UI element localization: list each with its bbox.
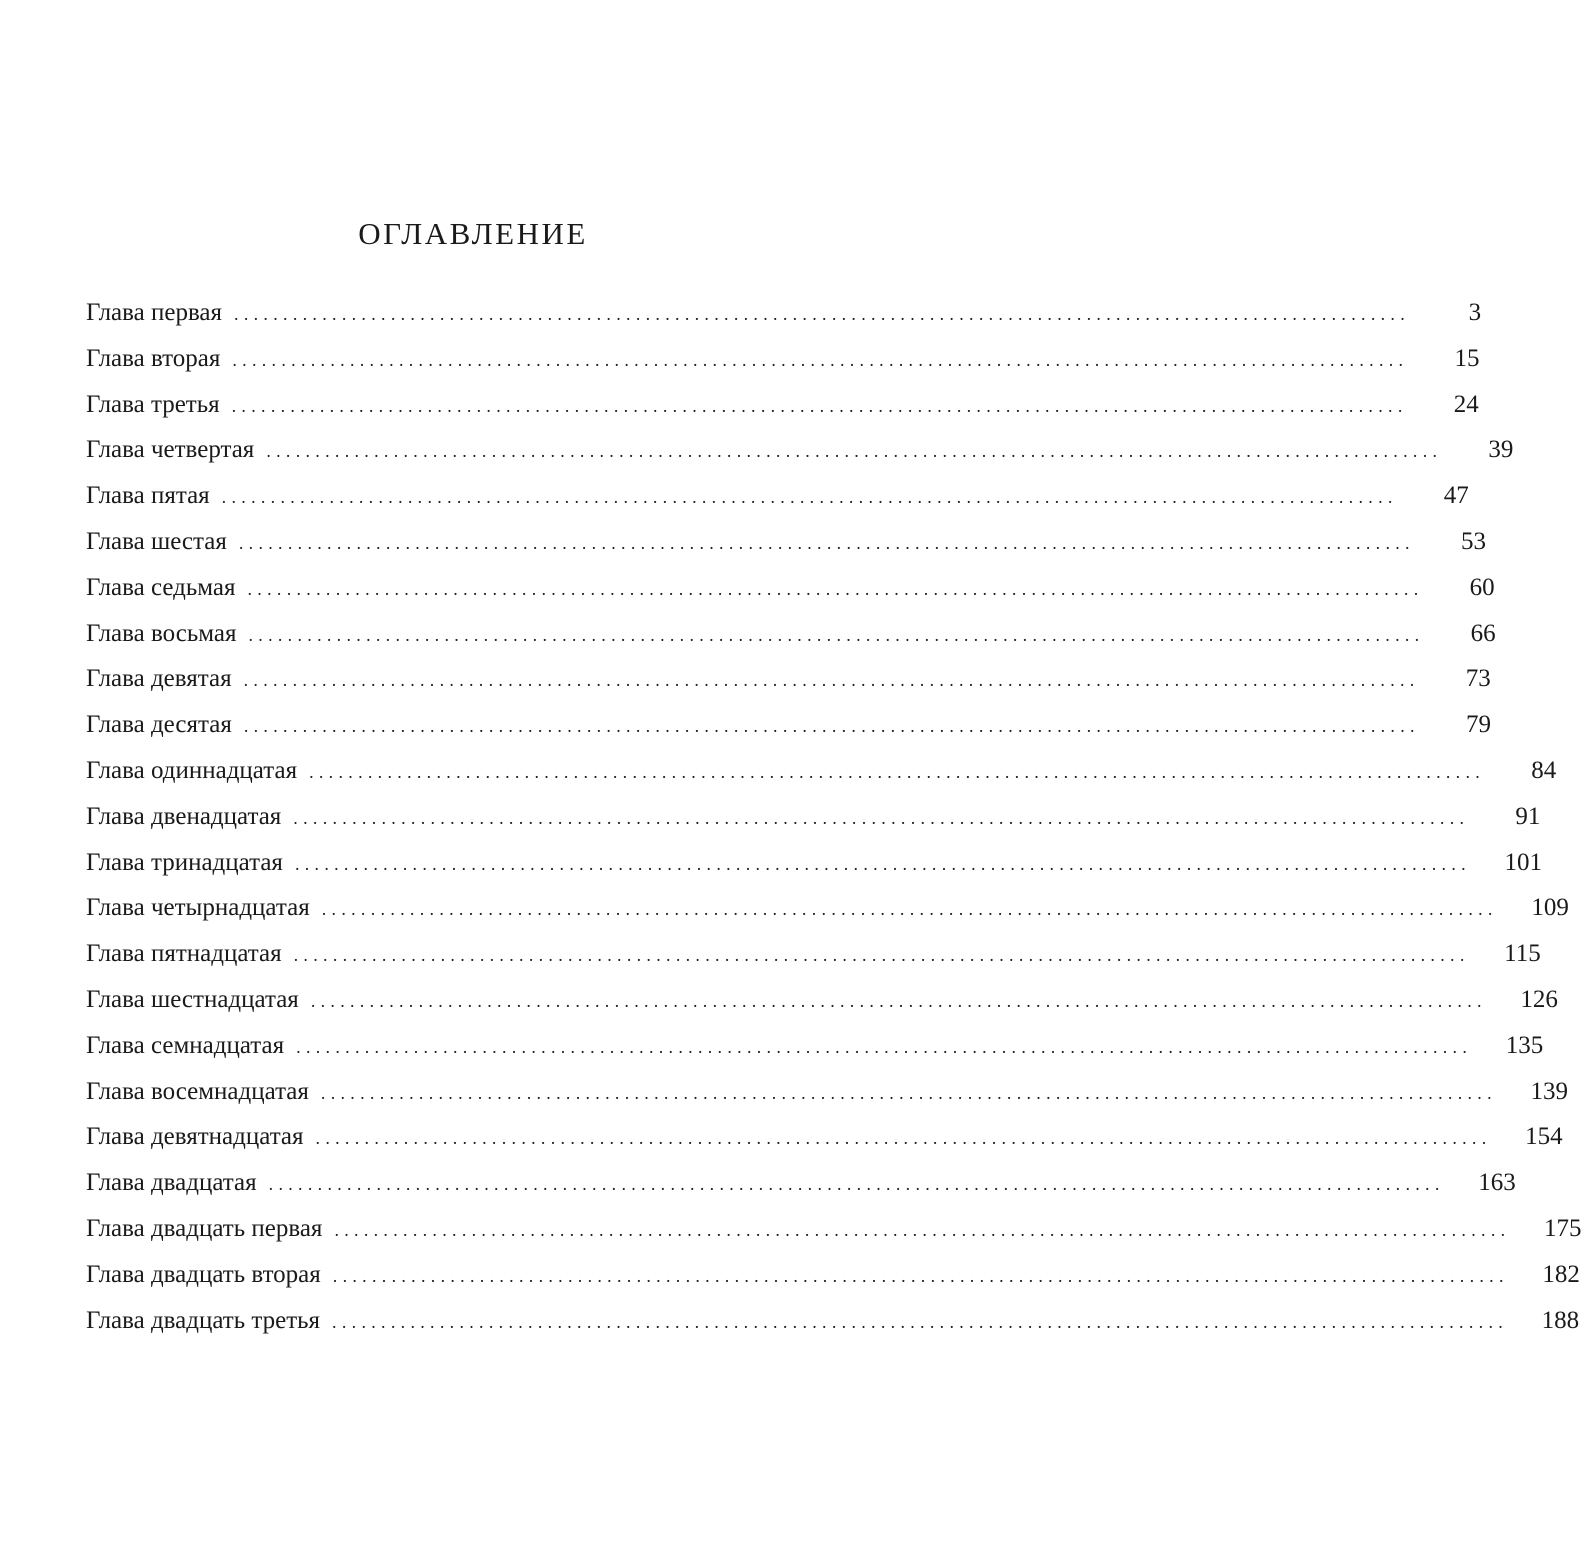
toc-entry-label: Глава шестнадцатая xyxy=(86,985,299,1013)
toc-entry[interactable] xyxy=(86,427,1514,473)
toc-entry[interactable] xyxy=(86,977,1558,1023)
toc-entry-page-number: 135 xyxy=(1505,1031,1544,1059)
toc-entry[interactable] xyxy=(86,1160,1516,1206)
toc-entry-label: Глава пятая xyxy=(86,482,210,510)
toc-dot-leader: . . . . . . . . . . . . . . . . . . . . . . . . . . . . . . . . . . . . . . . . . . . . . . . . . . . . . . . . . . . . . . . . . . . . . . . . . . . . . . . . . . . . . . . . . . . . . . . . . . . . . . . . . . . . . . . . . . . . . . . . xyxy=(234,304,1406,324)
toc-dot-leader: . . . . . . . . . . . . . . . . . . . . . . . . . . . . . . . . . . . . . . . . . . . . . . . . . . . . . . . . . . . . . . . . . . . . . . . . . . . . . . . . . . . . . . . . . . . . . . . . . . . . . . . . . . . . . . . . . . . . . . . . xyxy=(293,945,1465,966)
toc-entry-label: Глава десятая xyxy=(86,711,232,739)
toc-entry-label: Глава пятнадцатая xyxy=(86,940,282,968)
toc-dot-leader: . . . . . . . . . . . . . . . . . . . . . . . . . . . . . . . . . . . . . . . . . . . . . . . . . . . . . . . . . . . . . . . . . . . . . . . . . . . . . . . . . . . . . . . . . . . . . . . . . . . . . . . . . . . . . . . . . . . . . . . . xyxy=(243,716,1415,737)
toc-entry-label: Глава двадцать первая xyxy=(86,1214,323,1242)
toc-dot-leader: . . . . . . . . . . . . . . . . . . . . . . . . . . . . . . . . . . . . . . . . . . . . . . . . . . . . . . . . . . . . . . . . . . . . . . . . . . . . . . . . . . . . . . . . . . . . . . . . . . . . . . . . . . . . . . . . . . . . . . . . xyxy=(332,1265,1504,1286)
toc-dot-leader: . . . . . . . . . . . . . . . . . . . . . . . . . . . . . . . . . . . . . . . . . . . . . . . . . . . . . . . . . . . . . . . . . . . . . . . . . . . . . . . . . . . . . . . . . . . . . . . . . . . . . . . . . . . . . . . . . . . . . . . . xyxy=(293,807,1465,828)
toc-entry-page-number: 188 xyxy=(1541,1306,1580,1334)
toc-entry[interactable] xyxy=(86,794,1541,840)
toc-dot-leader: . . . . . . . . . . . . . . . . . . . . . . . . . . . . . . . . . . . . . . . . . . . . . . . . . . . . . . . . . . . . . . . . . . . . . . . . . . . . . . . . . . . . . . . . . . . . . . . . . . . . . . . . . . . . . . . . . . . . . . . . xyxy=(243,670,1415,691)
toc-dot-leader: . . . . . . . . . . . . . . . . . . . . . . . . . . . . . . . . . . . . . . . . . . . . . . . . . . . . . . . . . . . . . . . . . . . . . . . . . . . . . . . . . . . . . . . . . . . . . . . . . . . . . . . . . . . . . . . . . . . . . . . . xyxy=(334,1219,1506,1240)
toc-entry[interactable] xyxy=(86,519,1486,565)
toc-entry-label: Глава семнадцатая xyxy=(86,1031,285,1059)
toc-entry-label: Глава тринадцатая xyxy=(86,848,283,876)
toc-dot-leader: . . . . . . . . . . . . . . . . . . . . . . . . . . . . . . . . . . . . . . . . . . . . . . . . . . . . . . . . . . . . . . . . . . . . . . . . . . . . . . . . . . . . . . . . . . . . . . . . . . . . . . . . . . . . . . . . . . . . . . . . xyxy=(268,1174,1440,1195)
toc-entry-page-number: 182 xyxy=(1542,1260,1580,1288)
toc-entry[interactable] xyxy=(86,656,1491,702)
toc-entry[interactable] xyxy=(86,1023,1544,1069)
toc-entry[interactable] xyxy=(86,1298,1580,1344)
toc-entry-page-number: 47 xyxy=(1443,482,1469,510)
toc-entry-label: Глава третья xyxy=(86,390,220,418)
toc-dot-leader: . . . . . . . . . . . . . . . . . . . . . . . . . . . . . . . . . . . . . . . . . . . . . . . . . . . . . . . . . . . . . . . . . . . . . . . . . . . . . . . . . . . . . . . . . . . . . . . . . . . . . . . . . . . . . . . . . . . . . . . . xyxy=(315,1128,1487,1149)
toc-dot-leader: . . . . . . . . . . . . . . . . . . . . . . . . . . . . . . . . . . . . . . . . . . . . . . . . . . . . . . . . . . . . . . . . . . . . . . . . . . . . . . . . . . . . . . . . . . . . . . . . . . . . . . . . . . . . . . . . . . . . . . . . xyxy=(309,761,1481,782)
toc-entry-page-number: 163 xyxy=(1478,1169,1516,1197)
toc-entry-label: Глава восемнадцатая xyxy=(86,1077,309,1105)
toc-entry[interactable] xyxy=(86,611,1496,657)
toc-entry-label: Глава шестая xyxy=(86,527,227,555)
toc-dot-leader: . . . . . . . . . . . . . . . . . . . . . . . . . . . . . . . . . . . . . . . . . . . . . . . . . . . . . . . . . . . . . . . . . . . . . . . . . . . . . . . . . . . . . . . . . . . . . . . . . . . . . . . . . . . . . . . . . . . . . . . . xyxy=(238,532,1410,553)
toc-entry[interactable] xyxy=(86,1252,1580,1298)
toc-entry-label: Глава одиннадцатая xyxy=(86,756,298,784)
toc-dot-leader: . . . . . . . . . . . . . . . . . . . . . . . . . . . . . . . . . . . . . . . . . . . . . . . . . . . . . . . . . . . . . . . . . . . . . . . . . . . . . . . . . . . . . . . . . . . . . . . . . . . . . . . . . . . . . . . . . . . . . . . . xyxy=(231,395,1403,416)
toc-entry-page-number: 3 xyxy=(1468,299,1482,326)
toc-entry-label: Глава первая xyxy=(86,299,223,326)
toc-entry[interactable] xyxy=(86,1206,1582,1252)
toc-entry[interactable] xyxy=(86,885,1569,931)
toc-dot-leader: . . . . . . . . . . . . . . . . . . . . . . . . . . . . . . . . . . . . . . . . . . . . . . . . . . . . . . . . . . . . . . . . . . . . . . . . . . . . . . . . . . . . . . . . . . . . . . . . . . . . . . . . . . . . . . . . . . . . . . . . xyxy=(294,853,1467,874)
toc-dot-leader: . . . . . . . . . . . . . . . . . . . . . . . . . . . . . . . . . . . . . . . . . . . . . . . . . . . . . . . . . . . . . . . . . . . . . . . . . . . . . . . . . . . . . . . . . . . . . . . . . . . . . . . . . . . . . . . . . . . . . . . . xyxy=(266,441,1438,462)
toc-entry[interactable] xyxy=(86,382,1479,428)
toc-entry-page-number: 101 xyxy=(1504,848,1543,876)
toc-entry[interactable] xyxy=(86,702,1491,748)
toc-entry-page-number: 91 xyxy=(1515,802,1541,830)
toc-dot-leader: . . . . . . . . . . . . . . . . . . . . . . . . . . . . . . . . . . . . . . . . . . . . . . . . . . . . . . . . . . . . . . . . . . . . . . . . . . . . . . . . . . . . . . . . . . . . . . . . . . . . . . . . . . . . . . . . . . . . . . . . xyxy=(320,1082,1492,1103)
toc-entry-page-number: 139 xyxy=(1530,1077,1568,1105)
toc-entry[interactable] xyxy=(86,473,1469,519)
toc-entry-label: Глава двадцатая xyxy=(86,1169,257,1197)
toc-entry-page-number: 15 xyxy=(1454,344,1480,372)
toc-entry-page-number: 39 xyxy=(1488,436,1514,464)
toc-entry[interactable] xyxy=(86,290,1482,336)
toc-entry[interactable] xyxy=(86,1069,1568,1115)
toc-entry-label: Глава седьмая xyxy=(86,573,236,601)
toc-entry-label: Глава девятая xyxy=(86,665,232,693)
toc-dot-leader: . . . . . . . . . . . . . . . . . . . . . . . . . . . . . . . . . . . . . . . . . . . . . . . . . . . . . . . . . . . . . . . . . . . . . . . . . . . . . . . . . . . . . . . . . . . . . . . . . . . . . . . . . . . . . . . . . . . . . . . . xyxy=(296,1036,1468,1057)
toc-entry-label: Глава четырнадцатая xyxy=(86,894,310,922)
toc-entry-page-number: 60 xyxy=(1469,573,1495,601)
toc-title: ОГЛАВЛЕНИЕ xyxy=(358,216,588,251)
toc-dot-leader: . . . . . . . . . . . . . . . . . . . . . . . . . . . . . . . . . . . . . . . . . . . . . . . . . . . . . . . . . . . . . . . . . . . . . . . . . . . . . . . . . . . . . . . . . . . . . . . . . . . . . . . . . . . . . . . . . . . . . . . . xyxy=(248,624,1420,645)
toc-entry-label: Глава восьмая xyxy=(86,619,237,647)
toc-entry[interactable] xyxy=(86,565,1495,611)
toc-entry-label: Глава двадцать третья xyxy=(86,1306,321,1334)
toc-entry-page-number: 66 xyxy=(1470,619,1496,647)
toc-entry[interactable] xyxy=(86,1114,1563,1160)
toc-entry-page-number: 175 xyxy=(1544,1214,1582,1242)
toc-entry[interactable] xyxy=(86,931,1541,977)
toc-entry-page-number: 154 xyxy=(1525,1123,1563,1151)
toc-entry-page-number: 115 xyxy=(1504,940,1541,968)
toc-list xyxy=(86,290,1582,1343)
toc-entry-label: Глава вторая xyxy=(86,344,221,372)
toc-entry[interactable] xyxy=(86,840,1543,886)
toc-dot-leader: . . . . . . . . . . . . . . . . . . . . . . . . . . . . . . . . . . . . . . . . . . . . . . . . . . . . . . . . . . . . . . . . . . . . . . . . . . . . . . . . . . . . . . . . . . . . . . . . . . . . . . . . . . . . . . . . . . . . . . . . xyxy=(232,349,1404,370)
toc-entry-label: Глава двенадцатая xyxy=(86,802,282,830)
toc-entry-label: Глава четвертая xyxy=(86,436,255,464)
toc-dot-leader: . . . . . . . . . . . . . . . . . . . . . . . . . . . . . . . . . . . . . . . . . . . . . . . . . . . . . . . . . . . . . . . . . . . . . . . . . . . . . . . . . . . . . . . . . . . . . . . . . . . . . . . . . . . . . . . . . . . . . . . . xyxy=(247,578,1419,599)
toc-dot-leader: . . . . . . . . . . . . . . . . . . . . . . . . . . . . . . . . . . . . . . . . . . . . . . . . . . . . . . . . . . . . . . . . . . . . . . . . . . . . . . . . . . . . . . . . . . . . . . . . . . . . . . . . . . . . . . . . . . . . . . . . xyxy=(221,487,1393,508)
toc-entry-page-number: 79 xyxy=(1465,711,1491,739)
toc-entry[interactable] xyxy=(86,748,1557,794)
toc-entry-page-number: 109 xyxy=(1531,894,1569,922)
toc-entry[interactable] xyxy=(86,336,1480,382)
toc-entry-page-number: 73 xyxy=(1465,665,1491,693)
toc-entry-page-number: 84 xyxy=(1531,756,1557,784)
toc-dot-leader: . . . . . . . . . . . . . . . . . . . . . . . . . . . . . . . . . . . . . . . . . . . . . . . . . . . . . . . . . . . . . . . . . . . . . . . . . . . . . . . . . . . . . . . . . . . . . . . . . . . . . . . . . . . . . . . . . . . . . . . . xyxy=(310,990,1482,1011)
toc-dot-leader: . . . . . . . . . . . . . . . . . . . . . . . . . . . . . . . . . . . . . . . . . . . . . . . . . . . . . . . . . . . . . . . . . . . . . . . . . . . . . . . . . . . . . . . . . . . . . . . . . . . . . . . . . . . . . . . . . . . . . . . . xyxy=(321,899,1493,920)
toc-entry-page-number: 24 xyxy=(1453,390,1479,418)
toc-entry-page-number: 53 xyxy=(1460,527,1486,555)
toc-dot-leader: . . . . . . . . . . . . . . . . . . . . . . . . . . . . . . . . . . . . . . . . . . . . . . . . . . . . . . . . . . . . . . . . . . . . . . . . . . . . . . . . . . . . . . . . . . . . . . . . . . . . . . . . . . . . . . . . . . . . . . . . xyxy=(332,1311,1504,1332)
toc-entry-label: Глава двадцать вторая xyxy=(86,1260,321,1288)
toc-entry-label: Глава девятнадцатая xyxy=(86,1123,304,1151)
toc-entry-page-number: 126 xyxy=(1520,985,1558,1013)
